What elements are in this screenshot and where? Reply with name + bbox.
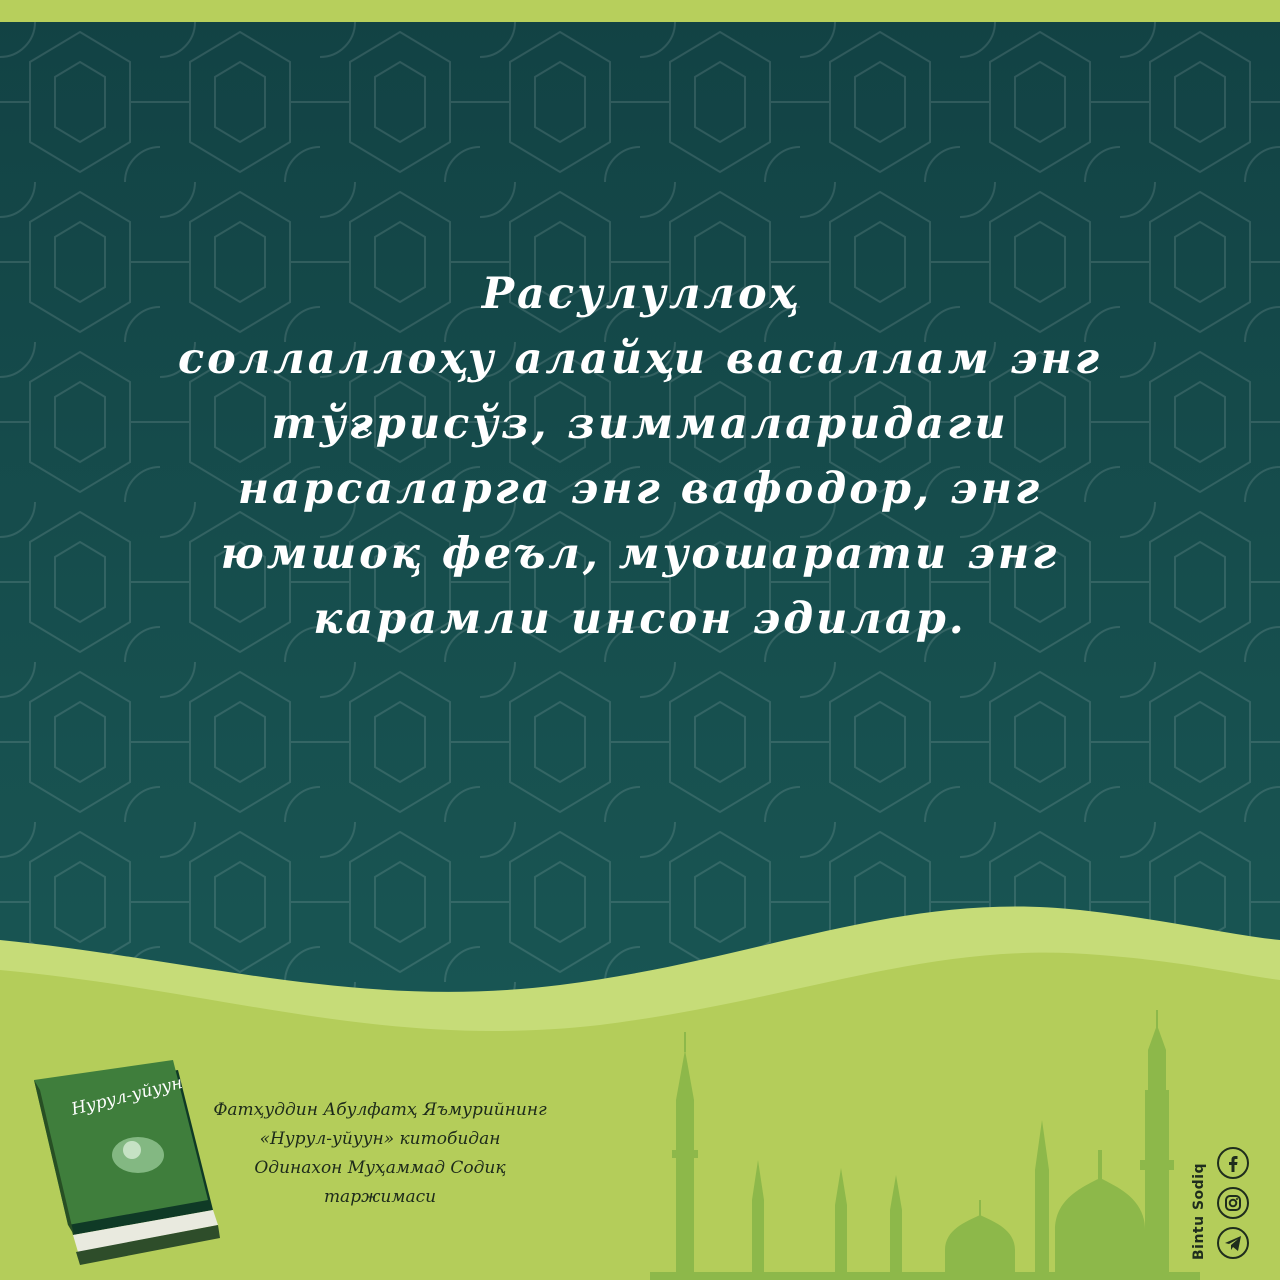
- facebook-icon[interactable]: [1216, 1146, 1250, 1180]
- brand-name: Bintu Sodiq: [1191, 1162, 1207, 1260]
- instagram-icon[interactable]: [1216, 1186, 1250, 1220]
- quote-line: нарсаларга энг вафодор, энг: [237, 464, 1043, 514]
- telegram-icon[interactable]: [1216, 1226, 1250, 1260]
- quote-line: карамли инсон эдилар.: [313, 594, 967, 644]
- credit-line: Фатҳуддин Абулфатҳ Яъмурийнинг: [213, 1100, 547, 1120]
- book-credit: [200, 1096, 560, 1212]
- quote-line: Расулуллоҳ: [481, 269, 799, 319]
- quote-text: [110, 262, 1170, 652]
- credit-line: Одинахон Муҳаммад Содиқ: [254, 1158, 506, 1178]
- credit-line: «Нурул-уйуун» китобидан: [259, 1129, 501, 1149]
- quote-line: юмшоқ феъл, муошарати энг: [220, 529, 1060, 579]
- mosque-silhouette: [640, 1010, 1200, 1280]
- book-cover-title: Нурул-уйуун: [69, 1072, 185, 1120]
- quote-line: соллаллоҳу алайҳи васаллам энг: [177, 334, 1103, 384]
- top-accent-strip: [0, 0, 1280, 22]
- credit-line: таржимаси: [323, 1187, 437, 1207]
- quote-line: тўғрисўз, зиммаларидаги: [271, 399, 1009, 449]
